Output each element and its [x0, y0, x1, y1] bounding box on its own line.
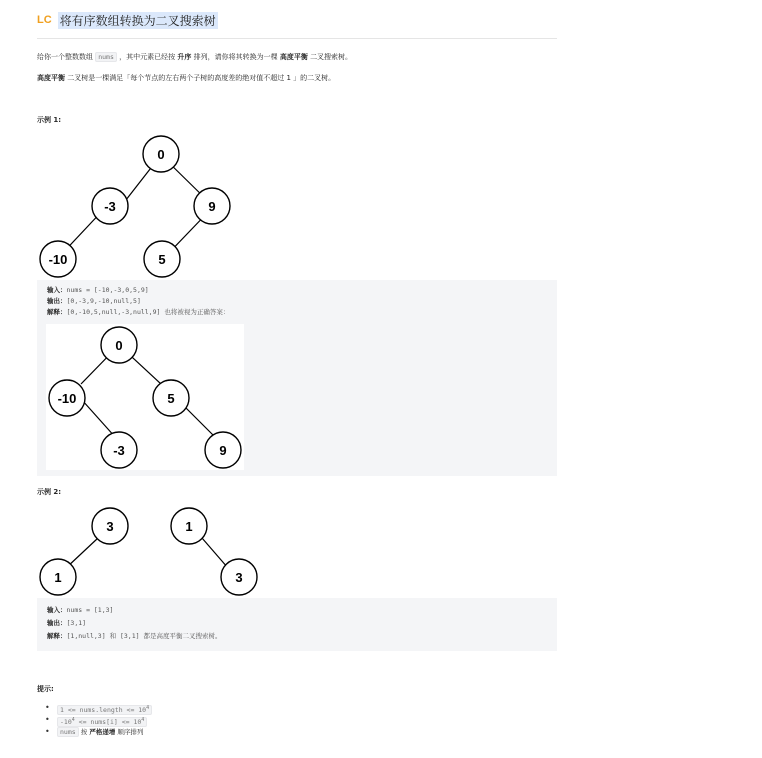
label: 输出： [47, 619, 67, 627]
constraint-code: <= nums[i] <= 10 [74, 718, 142, 727]
tree-node-label: 3 [106, 519, 114, 534]
value: nums = [1,3] [66, 606, 114, 614]
example-2-trees [30, 500, 270, 600]
desc-text: 二叉树是一棵满足「每个节点的左右两个子树的高度差的绝对值不超过 1 」的二叉树。 [67, 74, 336, 82]
label: 解释： [47, 632, 67, 640]
tree-node-label: 9 [219, 443, 227, 458]
tree-node-label: 9 [208, 199, 216, 214]
example-1-heading: 示例 1: [37, 116, 62, 124]
desc-bold: 高度平衡 [279, 53, 308, 61]
example-1-output [47, 297, 141, 306]
inline-code: nums [57, 727, 79, 737]
description-paragraph-2 [37, 73, 335, 83]
superscript: 4 [146, 705, 150, 711]
description-paragraph-1 [37, 52, 352, 62]
desc-text: 排列，请你将其转换为一棵 [193, 53, 278, 61]
label: 解释： [47, 308, 67, 316]
text: 和 [109, 632, 117, 640]
tree-node-label: 1 [185, 519, 193, 534]
label: 输入： [47, 286, 67, 294]
example-2-block [37, 598, 557, 651]
logo-icon: LC [37, 14, 52, 26]
tree-node-label: 0 [157, 147, 165, 162]
tree-node-label: -3 [104, 199, 116, 214]
desc-bold: 升序 [177, 53, 192, 61]
tree-node-label: 5 [167, 391, 175, 406]
example-1-input [47, 286, 149, 295]
tree-node-label: 1 [54, 570, 62, 585]
example-2-heading: 示例 2: [37, 488, 62, 496]
value: [0,-3,9,-10,null,5] [66, 297, 141, 305]
page-title[interactable]: 将有序数组转换为二叉搜索树 [59, 13, 216, 28]
value: nums = [-10,-3,0,5,9] [66, 286, 149, 294]
example-1-explanation [47, 308, 229, 317]
tree-node-label: -10 [48, 252, 68, 267]
superscript: 4 [71, 717, 75, 724]
superscript: 4 [141, 717, 145, 724]
constraints-list [37, 703, 152, 737]
example-2-input [47, 606, 113, 615]
list-item [37, 703, 152, 715]
bold-text: 严格递增 [89, 728, 116, 737]
list-item [37, 715, 152, 727]
inline-code: nums [95, 52, 117, 62]
example-1-tree [30, 130, 250, 280]
value: [0,-10,5,null,-3,null,9] [66, 308, 161, 316]
example-1-block [37, 280, 557, 476]
divider [37, 38, 557, 39]
title-row [37, 11, 218, 29]
example-2-explanation [47, 632, 221, 641]
tree-node-label: -3 [113, 443, 125, 458]
text: 按 [80, 728, 88, 737]
label: 输出： [47, 297, 67, 305]
tree-node-label: -10 [57, 391, 77, 406]
constraint-code: -10 [60, 718, 72, 727]
tree-node-label: 3 [235, 570, 243, 585]
text: 顺序排列 [117, 728, 144, 737]
text: 也将被视为正确答案： [164, 308, 230, 316]
value: [3,1] [119, 632, 140, 640]
constraints-heading: 提示: [37, 685, 54, 693]
list-item [37, 727, 152, 737]
tree-node-label: 0 [115, 338, 123, 353]
desc-bold: 高度平衡 [37, 74, 65, 82]
example-1-alt-tree [46, 324, 244, 470]
value: [3,1] [66, 619, 87, 627]
desc-text: ，其中元素已经按 [119, 53, 176, 61]
tree-node-label: 5 [158, 252, 166, 267]
desc-text: 给你一个整数数组 [37, 53, 93, 61]
constraint-code: 1 <= nums.length <= 10 [60, 706, 147, 715]
value: [1,null,3] [66, 632, 106, 640]
label: 输入： [47, 606, 67, 614]
desc-text: 二叉搜索树。 [310, 53, 353, 61]
example-2-output [47, 619, 86, 628]
text: 都是高度平衡二叉搜索树。 [143, 632, 222, 640]
